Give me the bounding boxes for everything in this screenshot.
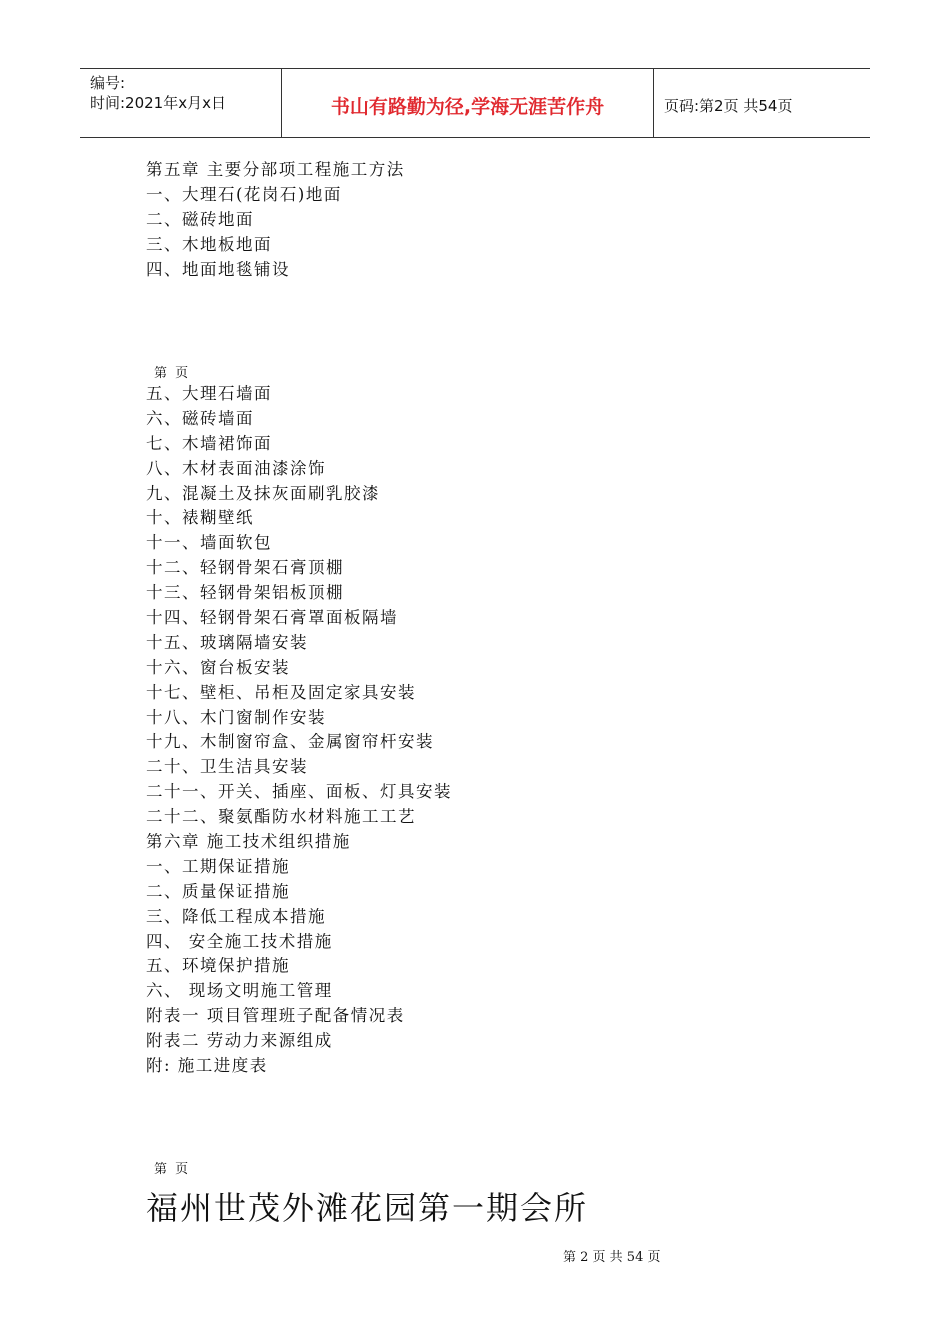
toc-entry: 二、磁砖地面 [146,209,254,229]
toc-entry: 十四、轻钢骨架石膏罩面板隔墙 [146,608,398,628]
toc-entry: 第六章 施工技术组织措施 [146,832,351,852]
date-label: 时间:2021年x月x日 [90,94,226,112]
toc-entry: 十五、玻璃隔墙安装 [146,632,308,652]
toc-entry: 一、大理石(花岗石)地面 [146,184,342,204]
toc-entry: 四、 安全施工技术措施 [146,931,333,951]
toc-group-2 [146,382,746,1079]
toc-entry: 七、木墙裙饰面 [146,433,272,453]
toc-entry: 六、磁砖墙面 [146,408,254,428]
toc-entry: 十八、木门窗制作安装 [146,707,326,727]
number-label: 编号: [90,74,126,92]
toc-entry: 第五章 主要分部项工程施工方法 [146,160,405,179]
toc-entry: 一、工期保证措施 [146,856,290,876]
header-page-info: 页码:第2页 共54页 [664,96,793,115]
toc-entry: 十二、轻钢骨架石膏顶棚 [146,558,344,578]
header-motto: 书山有路勤为径,学海无涯苦作舟 [282,69,654,137]
toc-entry: 五、环境保护措施 [146,956,290,976]
toc-entry: 十、裱糊壁纸 [146,508,254,528]
toc-entry: 十六、窗台板安装 [146,657,290,677]
toc-entry: 二十、卫生洁具安装 [146,757,308,777]
toc-entry: 附表二 劳动力来源组成 [146,1031,333,1051]
toc-entry: 附表一 项目管理班子配备情况表 [146,1006,405,1026]
toc-entry: 二十一、开关、插座、面板、灯具安装 [146,782,452,802]
toc-entry: 五、大理石墙面 [146,384,272,403]
document-title: 福州世茂外滩花园第一期会所 [146,1189,589,1227]
toc-entry: 十一、墙面软包 [146,533,272,553]
toc-entry: 二、质量保证措施 [146,881,290,901]
toc-entry: 三、木地板地面 [146,234,272,254]
page-marker: 第 页 [154,1162,191,1177]
toc-entry: 三、降低工程成本措施 [146,906,326,926]
page-footer: 第 2 页 共 54 页 [563,1250,661,1265]
toc-entry: 四、地面地毯铺设 [146,259,290,279]
header-meta [80,69,282,137]
toc-entry: 二十二、聚氨酯防水材料施工工艺 [146,807,416,827]
toc-entry: 九、混凝土及抹灰面刷乳胶漆 [146,483,380,503]
toc-entry: 十九、木制窗帘盒、金属窗帘杆安装 [146,732,434,752]
page-marker: 第 页 [154,366,191,381]
toc-entry: 十三、轻钢骨架铝板顶棚 [146,583,344,603]
page-header [80,68,870,138]
toc-entry: 六、 现场文明施工管理 [146,981,333,1001]
toc-group-1 [146,158,746,282]
toc-entry: 十七、壁柜、吊柜及固定家具安装 [146,682,416,702]
toc-entry: 附: 施工进度表 [146,1056,268,1076]
toc-entry: 八、木材表面油漆涂饰 [146,458,326,478]
